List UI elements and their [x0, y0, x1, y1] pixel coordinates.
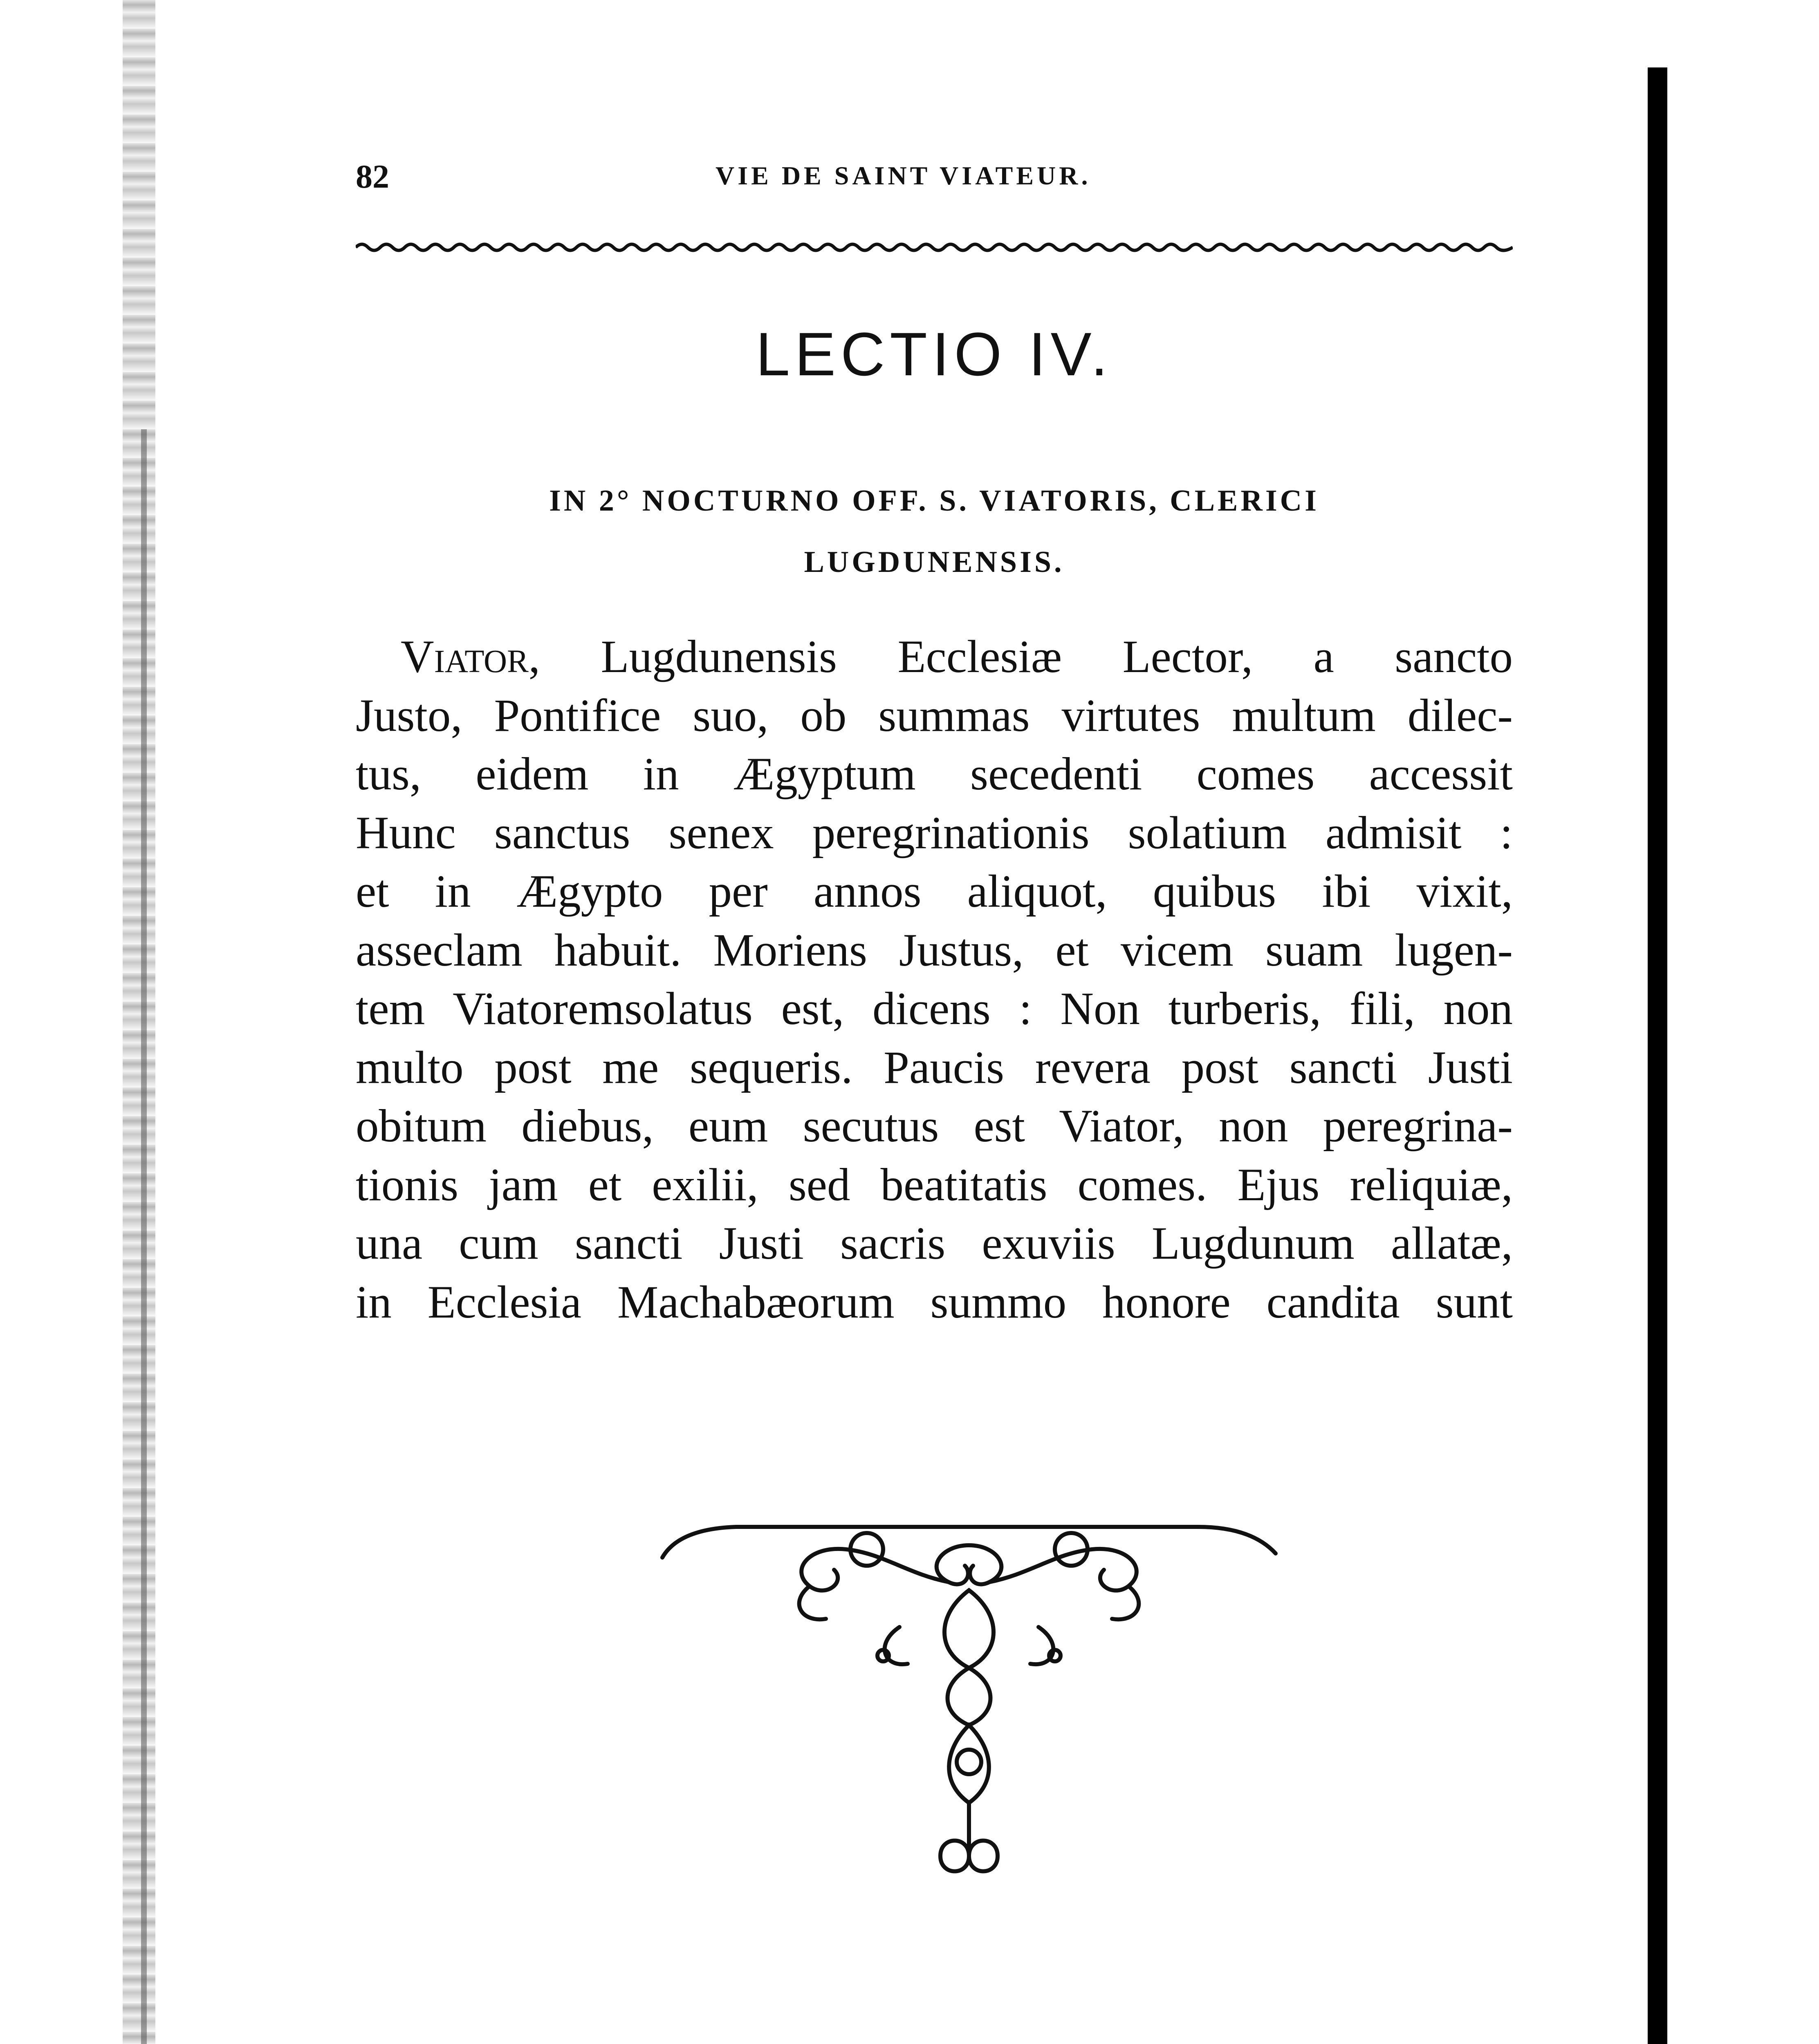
scan-binding-edge: [123, 0, 155, 2044]
floral-tailpiece-icon: [654, 1521, 1284, 1897]
wavy-rule: [356, 239, 1513, 256]
text-line: una cum sancti Justi sacris exuviis Lugdunum allatæ,: [356, 1218, 1513, 1269]
text-line: tionis jam et exilii, sed beatitatis comes. Ejus reliquiæ,: [356, 1159, 1513, 1210]
text-line: tus, eidem in Ægyptum secedenti comes accessit: [356, 749, 1513, 800]
lead-word: Viator,: [401, 631, 541, 682]
page-header: [356, 157, 1513, 206]
page-number: 82: [356, 158, 389, 195]
text-line: Viator, Lugdunensis Ecclesiæ Lector, a sancto: [401, 631, 1513, 682]
running-head: VIE DE SAINT VIATEUR.: [715, 161, 1091, 190]
text-line: in Ecclesia Machabæorum summo honore candita sunt: [356, 1276, 1513, 1328]
section-title: LECTIO IV.: [756, 320, 1113, 388]
text-line: asseclam habuit. Moriens Justus, et vicem suam lugen-: [356, 924, 1513, 976]
text-line: et in Ægypto per annos aliquot, quibus ibi vixit,: [356, 866, 1513, 917]
scan-right-border: [1648, 67, 1667, 2044]
section-subtitle: [356, 470, 1513, 593]
subtitle-line: IN 2° NOCTURNO OFF. S. VIATORIS, CLERICI: [549, 484, 1319, 518]
scan-binding-shadow: [141, 429, 147, 2044]
text-line: multo post me sequeris. Paucis revera post sancti Justi: [356, 1042, 1513, 1093]
subtitle-line: LUGDUNENSIS.: [804, 545, 1065, 579]
lectio-body: [356, 628, 1513, 1331]
text-line: Hunc sanctus senex peregrinationis solatium admisit :: [356, 807, 1513, 858]
text-line: Justo, Pontifice suo, ob summas virtutes multum dilec-: [356, 690, 1513, 741]
text-line: tem Viatoremsolatus est, dicens : Non turberis, fili, non: [356, 983, 1513, 1034]
text-line: obitum diebus, eum secutus est Viator, non peregrina-: [356, 1100, 1513, 1152]
